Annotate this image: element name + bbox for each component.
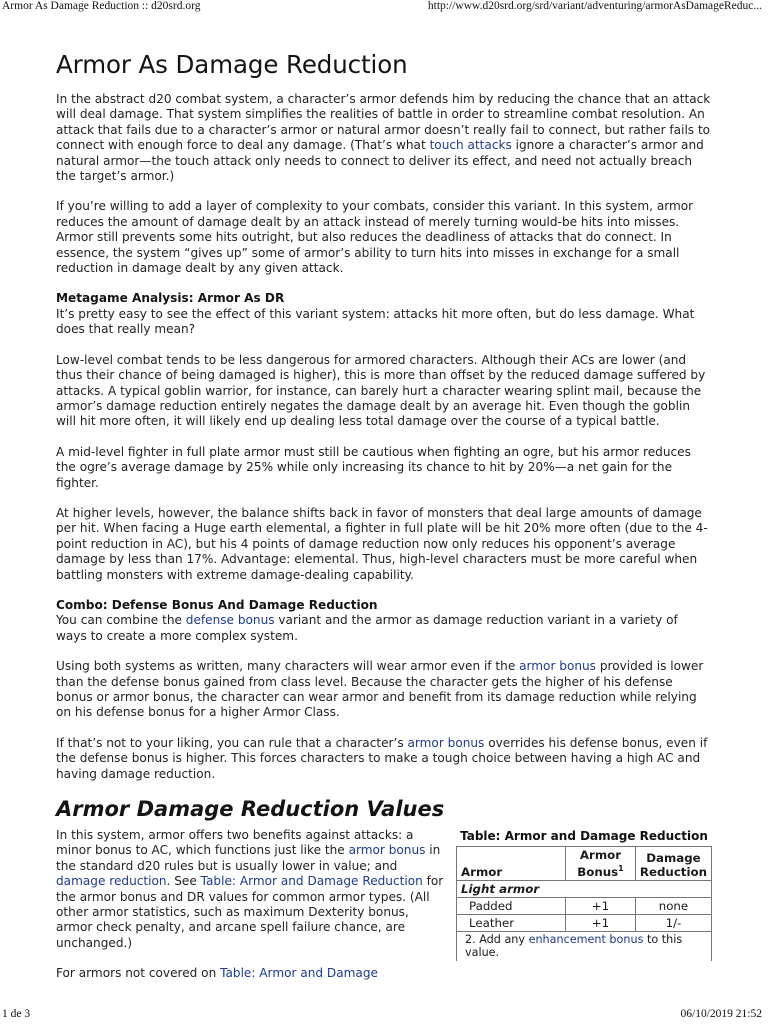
text-run: . See — [166, 874, 201, 889]
page-count: 1 de 3 — [2, 1008, 31, 1020]
text-run: variant and the armor as damage reduction variant in a variety of ways to create a more complex system. — [56, 613, 678, 643]
armor-table-link-2[interactable]: Table: Armor and Damage — [220, 966, 378, 981]
text-run: You can combine the — [56, 613, 186, 628]
print-timestamp: 06/10/2019 21:52 — [680, 1008, 762, 1020]
armor-dr-table — [456, 846, 712, 961]
defense-bonus-link[interactable]: defense bonus — [185, 613, 275, 628]
text-run: Using both systems as written, many characters will wear armor even if the — [56, 659, 520, 674]
armor-bonus-link[interactable]: armor bonus — [519, 659, 596, 674]
footnote-marker: 1 — [618, 864, 624, 874]
text-run: for the armor bonus and DR values for common armor types. (All other armor statistics, such as maximum Dexterity bonus, armor check penalty, and arcane spell failure chance, are unchanged.) — [56, 874, 444, 950]
metagame-paragraph-2: Low-level combat tends to be less dangerous for armored characters. Although their ACs are lower (and thus their chance of being damaged is higher), this is more than offset by the reduced damage suffered by attacks. A typical goblin warrior, for instance, can barely hurt a character wearing splint mail, because the armor’s damage reduction entirely negates the damage dealt by an average hit. Even though the goblin will hit more often, it will likely end up dealing less total damage over the course of a typical battle. — [56, 352, 706, 429]
armor-bonus-link-3[interactable]: armor bonus — [348, 843, 426, 858]
metagame-paragraph-1: It’s pretty easy to see the effect of this variant system: attacks hit more often, but do less damage. What does that really mean? — [56, 306, 695, 337]
cell-armor: Padded — [457, 897, 566, 914]
print-footer — [0, 1008, 768, 1024]
combo-paragraph-1 — [56, 613, 712, 644]
combo-paragraph-2 — [56, 659, 712, 721]
col-header-damage-reduction — [635, 847, 711, 881]
table-row — [457, 897, 712, 914]
metagame-paragraph-4: At higher levels, however, the balance shifts back in favor of monsters that deal large amounts of damage per hit. When facing a Huge earth elemental, a fighter in full plate will be hit 20% more often (due to the 4-point reduction in AC), but his 4 points of damage reduction now only reduces his opponent’s average damage by less than 17%. Advantage: elemental. Thus, high-level characters must be more careful when battling monsters with extreme damage-dealing capability. — [56, 505, 708, 582]
header-text: Armor — [579, 848, 622, 863]
text-run: 2. Add any — [465, 932, 529, 946]
intro-paragraph-2: If you’re willing to add a layer of complexity to your combats, consider this variant. In this system, armor reduces the amount of damage dealt by an attack instead of merely turning would-be hits into misses. Armor still prevents some hits outright, but also reduces the deadliness of attacks that do connect. In essence, the system “gives up” some of armor’s ability to turn hits into misses in exchange for a small reduction in damage dealt by any given attack. — [56, 199, 694, 276]
values-section-heading: Armor Damage Reduction Values — [56, 797, 445, 822]
values-paragraph-1 — [56, 828, 448, 951]
table-header-row — [457, 847, 712, 881]
touch-attacks-link[interactable]: touch attacks — [429, 138, 512, 153]
page-title: Armor As Damage Reduction — [56, 50, 408, 79]
table-footnote — [457, 931, 712, 961]
text-run: If that’s not to your liking, you can rule that a character’s — [56, 735, 408, 750]
intro-paragraph-1 — [56, 92, 712, 184]
cell-armor: Leather — [457, 914, 566, 931]
text-run: provided is lower than the defense bonus gained from class level. Because the character gets the higher of his defense bonus or armor bonus, the character can wear armor and benefit from its damage reduction while relying on his defense bonus for a higher Armor Class. — [56, 659, 704, 720]
col-header-armor: Armor — [457, 847, 566, 881]
enhancement-bonus-link[interactable]: enhancement bonus — [528, 932, 644, 946]
text-run: to this value. — [465, 932, 683, 960]
cell-bonus: +1 — [566, 897, 636, 914]
armor-dr-table-container — [456, 828, 712, 961]
cell-dr: none — [635, 897, 711, 914]
print-header-url: http://www.d20srd.org/srd/variant/adventuring/armorAsDamageReduc... — [427, 0, 762, 12]
metagame-paragraph-3: A mid-level fighter in full plate armor must still be cautious when fighting an ogre, but his armor reduces the ogre’s average damage by 25% while only increasing its chance to hit by 20%—a net gain for the fighter. — [56, 444, 691, 490]
print-header-title: Armor As Damage Reduction :: d20srd.org — [2, 0, 201, 12]
text-run: For armors not covered on — [56, 966, 221, 981]
text-run: In the abstract d20 combat system, a character’s armor defends him by reducing the chance that an attack will deal damage. That system simplifies the realities of battle in order to streamline combat resolution. An attack that fails due to a character’s armor or natural armor doesn’t really fail to connect, but rather fails to connect with enough force to deal any damage. (That’s what — [56, 92, 711, 153]
table-category-row — [457, 880, 712, 897]
print-header — [0, 0, 768, 16]
values-section-body — [56, 828, 712, 981]
armor-bonus-link-2[interactable]: armor bonus — [407, 735, 485, 750]
text-run: overrides his defense bonus, even if the defense bonus is higher. This forces characters to make a tough choice between having a high AC and having damage reduction. — [56, 735, 708, 781]
article — [56, 50, 712, 981]
category-label: Light armor — [457, 880, 712, 897]
combo-heading: Combo: Defense Bonus And Damage Reduction — [56, 597, 378, 612]
text-run: ignore a character’s armor and natural armor—the touch attack only needs to connect to deliver its effect, and need not actually breach the target’s armor.) — [56, 138, 704, 184]
cell-dr: 1/- — [635, 914, 711, 931]
header-text: Damage — [646, 850, 701, 865]
values-paragraph-2 — [56, 966, 448, 981]
table-note-row — [457, 931, 712, 961]
header-text: Reduction — [639, 864, 707, 879]
values-text-column — [56, 828, 448, 997]
table-title: Table: Armor and Damage Reduction — [460, 829, 708, 844]
cell-bonus: +1 — [566, 914, 636, 931]
combo-paragraph-3 — [56, 736, 712, 782]
armor-table-link[interactable]: Table: Armor and Damage Reduction — [200, 874, 423, 889]
text-run: in the standard d20 rules but is usually lower in value; and — [56, 843, 441, 873]
header-text: Bonus — [577, 864, 619, 879]
col-header-armor-bonus — [566, 847, 636, 881]
table-row — [457, 914, 712, 931]
text-run: In this system, armor offers two benefits against attacks: a minor bonus to AC, which functions just like the — [56, 828, 414, 858]
damage-reduction-link[interactable]: damage reduction — [56, 874, 167, 889]
metagame-heading: Metagame Analysis: Armor As DR — [56, 291, 285, 306]
